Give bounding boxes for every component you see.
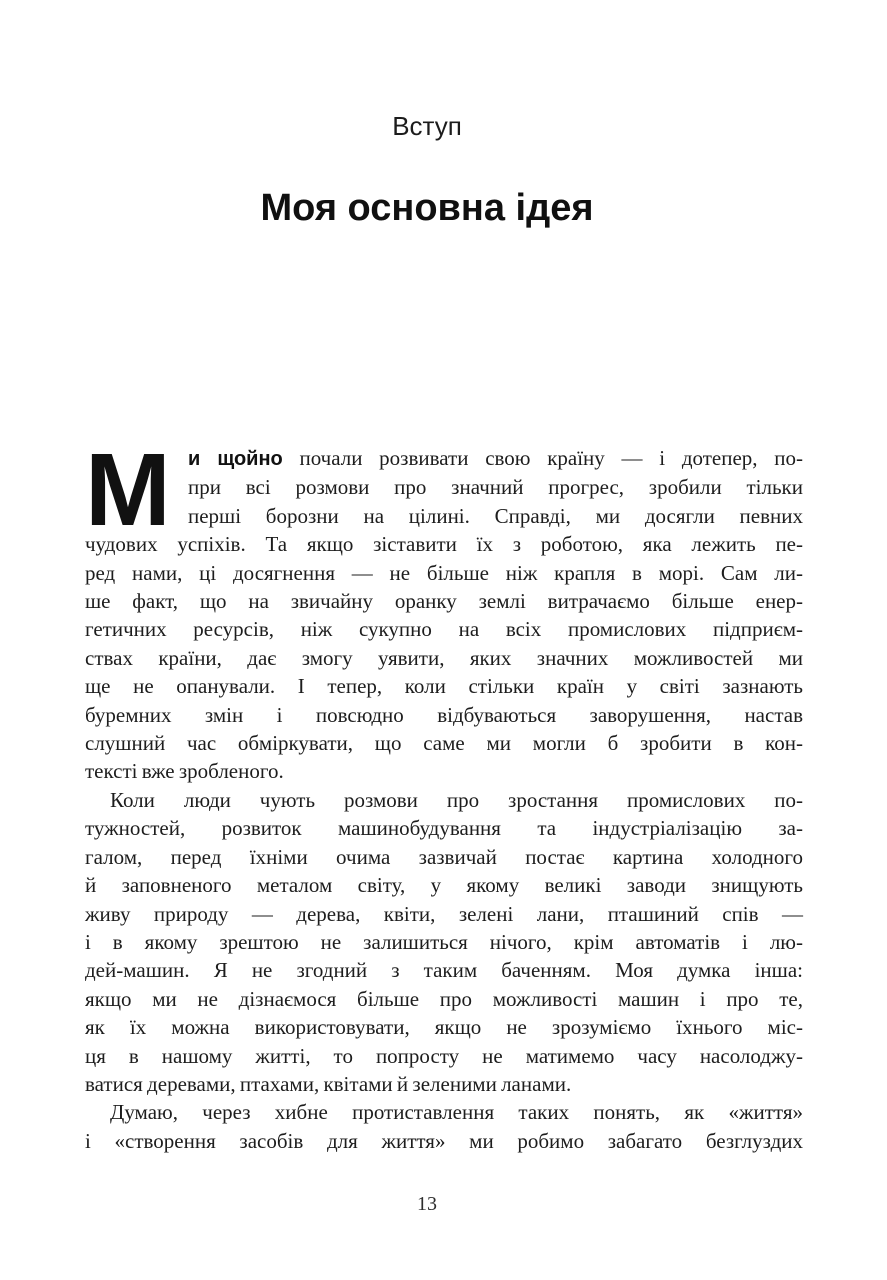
- paragraph: [85, 1098, 803, 1155]
- text-line: й заповненого металом світу, у якому великі заводи знищують: [85, 873, 803, 898]
- text-line: ствах країни, дає змогу уявити, яких значних можливостей ми: [85, 645, 803, 670]
- text-line: буремних змін і повсюдно відбуваються заворушення, настав: [85, 702, 803, 727]
- lead-bold-text: и щойно: [188, 448, 283, 470]
- text-line: ще не опанували. І тепер, коли стільки країн у світі зазнають: [85, 674, 803, 699]
- text-line: гетичних ресурсів, ніж сукупно на всіх промислових підприєм-: [85, 617, 803, 642]
- text-line: галом, перед їхніми очима зазвичай постає картина холодного: [85, 844, 803, 869]
- text-line: Коли люди чують розмови про зростання промислових по-: [110, 787, 803, 812]
- text-line: перші борозни на цілині. Справді, ми досягли певних: [188, 503, 803, 528]
- text-line: живу природу — дерева, квіти, зелені лани, пташиний спів —: [85, 901, 803, 926]
- page-number: 13: [417, 1193, 437, 1215]
- paragraph: [85, 786, 803, 1098]
- text-line: тексті вже зробленого.: [85, 759, 284, 784]
- text-line: при всі розмови про значний прогрес, зробили тільки: [188, 475, 803, 500]
- text-line: ватися деревами, птахами, квітами й зеленими ланами.: [85, 1071, 572, 1096]
- text-line: і «створення засобів для життя» ми робимо забагато безглуздих: [85, 1128, 803, 1153]
- chapter-title: Моя основна ідея: [260, 187, 594, 229]
- text-line: якщо ми не дізнаємося більше про можливості машин і про те,: [85, 986, 803, 1011]
- dropcap-letter: М: [85, 432, 171, 547]
- paragraph: [85, 432, 803, 786]
- text-line: Думаю, через хибне протиставлення таких понять, як «життя»: [110, 1100, 803, 1125]
- text-line: и щойно почали розвивати свою країну — і дотепер, по-: [188, 446, 803, 470]
- text-line: чудових успіхів. Та якщо зіставити їх з роботою, яка лежить пе-: [85, 532, 803, 557]
- text-line: тужностей, розвиток машинобудування та індустріалізацію за-: [85, 816, 803, 841]
- text-line: ця в нашому житті, то попросту не матимемо часу насолоджу-: [85, 1043, 803, 1068]
- body-text: [85, 432, 803, 1155]
- text-line: і в якому зрештою не залишиться нічого, крім автоматів і лю-: [85, 929, 803, 954]
- text-line: слушний час обміркувати, що саме ми могли б зробити в кон-: [85, 731, 803, 756]
- text-line: ред нами, ці досягнення — не більше ніж крапля в морі. Сам ли-: [85, 560, 803, 585]
- text-line: дей-машин. Я не згодний з таким баченням. Моя думка інша:: [85, 958, 803, 983]
- text-line: як їх можна використовувати, якщо не зрозуміємо їхнього міс-: [85, 1015, 803, 1040]
- text-line: ше факт, що на звичайну оранку землі витрачаємо більше енер-: [85, 589, 803, 614]
- section-kicker: Вступ: [392, 111, 462, 141]
